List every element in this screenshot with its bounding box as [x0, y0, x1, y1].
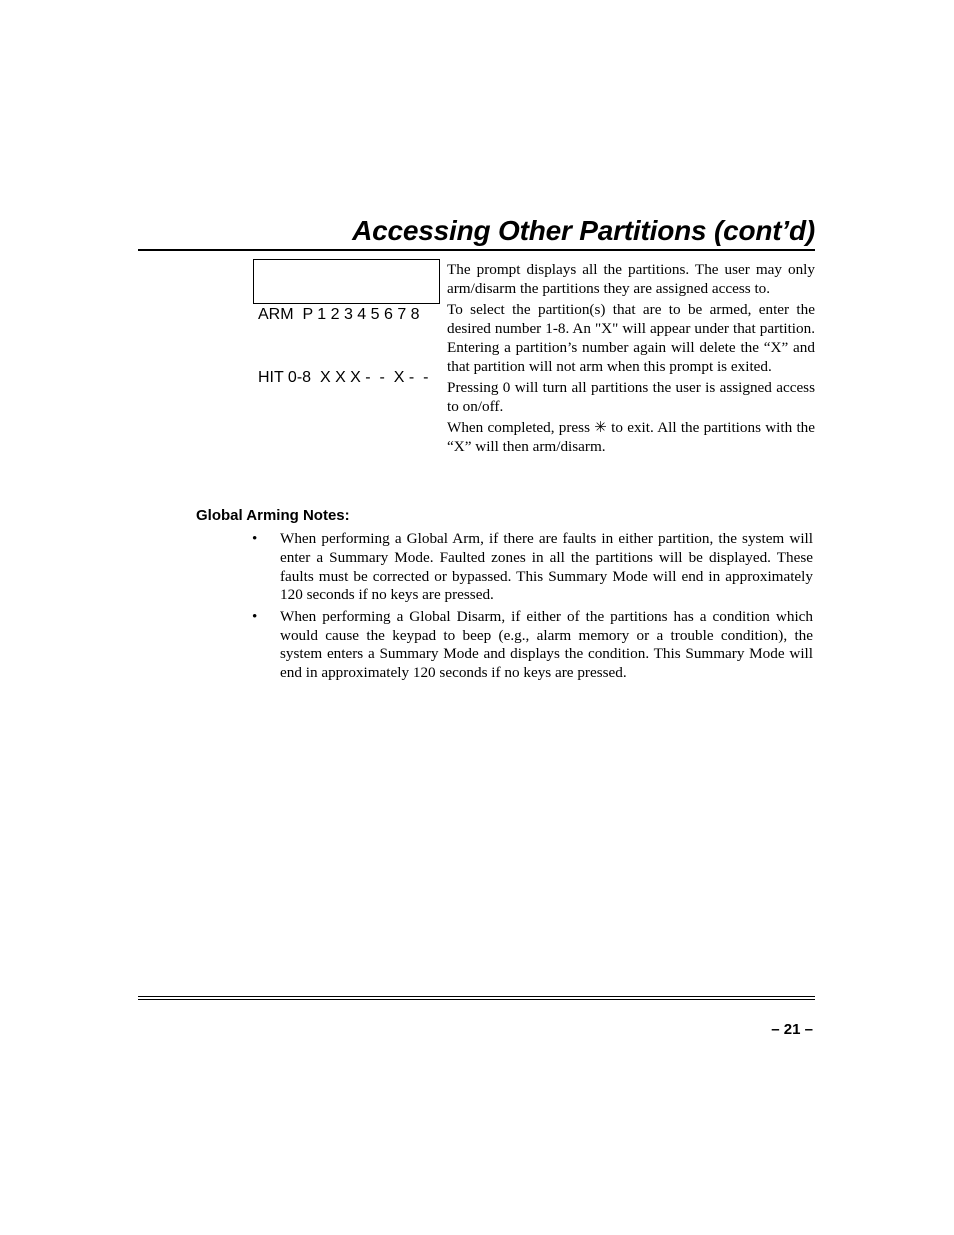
keypad-display-line-1: ARM P 1 2 3 4 5 6 7 8: [258, 306, 420, 323]
paragraph-select-partition: To select the partition(s) that are to be armed, enter the desired number 1-8. An "X" will appear under that partition. Entering a partition’s number again will delete the “X” and that partition will not arm when this prompt is exited.: [447, 301, 815, 375]
keypad-display: [253, 259, 440, 386]
paragraph-prompt-description: The prompt displays all the partitions. The user may only arm/disarm the partitions they are assigned access to.: [447, 261, 815, 297]
bullet-icon: •: [252, 530, 258, 547]
page-number: – 21 –: [771, 1021, 813, 1038]
keypad-display-line-2: HIT 0-8 X X X - - X - -: [258, 369, 429, 386]
bullet-icon: •: [252, 607, 258, 625]
note-text-global-arm: When performing a Global Arm, if there are faults in either partition, the system will enter a Summary Mode. Faulted zones in all the partitions will be displayed. These faults must be corrected or bypassed. This Summary Mode will end in approximately 120 seconds if no keys are pressed.: [280, 530, 813, 604]
section-heading-global-arming-notes: Global Arming Notes:: [196, 507, 350, 524]
footer-divider-top: [138, 996, 815, 997]
note-text-global-disarm: When performing a Global Disarm, if either of the partitions has a condition which would cause the keypad to beep (e.g., alarm memory or a trouble condition), the system enters a Summary Mode and displays the condition. This Summary Mode will end in approximately 120 seconds if no keys are pressed.: [280, 607, 813, 682]
page-title: Accessing Other Partitions (cont’d): [352, 215, 815, 246]
description-column: [447, 261, 815, 459]
paragraph-when-completed: When completed, press ✳ to exit. All the partitions with the “X” will then arm/disarm.: [447, 419, 815, 455]
title-divider: [138, 249, 815, 251]
list-item: [252, 608, 813, 683]
list-item: [252, 530, 813, 605]
global-arming-notes-list: [252, 530, 813, 686]
paragraph-pressing-zero: Pressing 0 will turn all partitions the user is assigned access to on/off.: [447, 378, 815, 415]
footer-divider-bottom: [138, 999, 815, 1000]
